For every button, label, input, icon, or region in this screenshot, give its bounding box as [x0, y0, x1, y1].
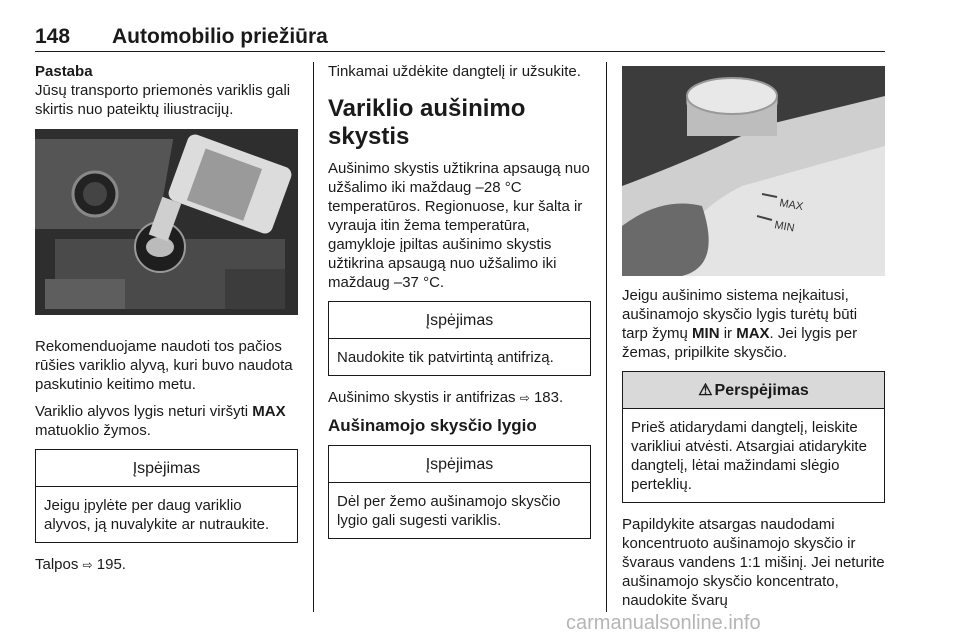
capacity-reference-link[interactable]: 195. [96, 556, 126, 573]
capacity-reference: Talpos ⇨ 195. [35, 556, 126, 573]
max-mark-label: MAX [252, 403, 286, 420]
caution-box-coolant-level [328, 445, 591, 539]
coolant-description: Aušinimo skystis užtikrina apsaugą nuo užšalimo iki maždaug –28 °C temperatūros. Regionuose, kur šalta ir vyrauja itin žema temperatūra, gamykloje įpiltas aušinimo skystis užtikrina apsaugą nuo užšalimo iki maždaug –37 °C. [328, 160, 590, 291]
caution-title: Įspėjimas [36, 450, 297, 487]
page-title: Automobilio priežiūra [112, 25, 328, 48]
page-header [35, 23, 885, 52]
caution-title: Įspėjimas [329, 302, 590, 339]
warning-triangle-icon: ⚠ [698, 382, 713, 399]
coolant-level-description: Jeigu aušinimo sistema neįkaitusi, aušinamojo skysčio lygis turėtų būti tarp žymų MIN ir MAX. Jei lygis per žemas, pripilkite skysčio. [622, 287, 858, 361]
caution-box-antifreeze [328, 301, 591, 376]
column-1 [35, 62, 298, 583]
note-label: Pastaba [35, 63, 93, 80]
warning-text: Prieš atidarydami dangtelį, leiskite varikliui atvėsti. Atsargiai atidarykite dangtelį, lėtai mažindami slėgio perteklių. [631, 419, 867, 493]
warning-box-cap [622, 371, 885, 503]
antifreeze-reference: Aušinimo skystis ir antifrizas ⇨ 183. [328, 389, 564, 406]
antifreeze-reference-link[interactable]: 183. [533, 389, 564, 406]
coolant-reservoir-image [622, 66, 885, 276]
watermark: carmanualsonline.info [566, 612, 761, 634]
column-3 [622, 62, 885, 618]
cap-instruction: Tinkamai uždėkite dangtelį ir užsukite. [328, 63, 581, 80]
engine-oil-illustration [35, 129, 298, 315]
column-divider-1 [313, 62, 314, 612]
page-number: 148 [35, 25, 71, 48]
column-divider-2 [606, 62, 607, 612]
subsection-heading-coolant-level: Aušinamojo skysčio lygio [328, 416, 537, 435]
section-heading-coolant: Variklio aušinimo skystis [328, 95, 526, 150]
oil-level-note: Variklio alyvos lygis neturi viršyti MAX matuoklio žymos. [35, 403, 286, 439]
caution-text: Naudokite tik patvirtintą antifrizą. [337, 349, 554, 366]
caution-text: Jeigu įpylėte per daug variklio alyvos, ją nuvalykite ar nutraukite. [44, 497, 270, 533]
warning-title: ⚠ Perspėjimas [623, 372, 884, 409]
column-2 [328, 62, 591, 551]
coolant-reservoir-illustration [622, 66, 885, 276]
oil-recommendation: Rekomenduojame naudoti tos pačios rūšies variklio alyvą, kuri buvo naudota paskutinio keitimo metu. [35, 338, 293, 393]
max-marking-label: MAX [778, 197, 805, 214]
caution-box-oil [35, 449, 298, 543]
page-reference-icon: ⇨ [519, 391, 530, 405]
page-reference-icon: ⇨ [82, 558, 93, 572]
caution-text: Dėl per žemo aušinamojo skysčio lygio gali sugesti variklis. [337, 493, 561, 529]
caution-title: Įspėjimas [329, 446, 590, 483]
engine-oil-filling-image [35, 129, 298, 315]
refill-instruction: Papildykite atsargas naudodami koncentruoto aušinamojo skysčio ir švaraus vandens 1:1 mišinį. Jei neturite aušinamojo skysčio koncentrato, naudokite švarų [622, 516, 885, 609]
note-text: Jūsų transporto priemonės variklis gali skirtis nuo pateiktų iliustracijų. [35, 82, 291, 118]
min-marking-label: MIN [773, 219, 796, 235]
